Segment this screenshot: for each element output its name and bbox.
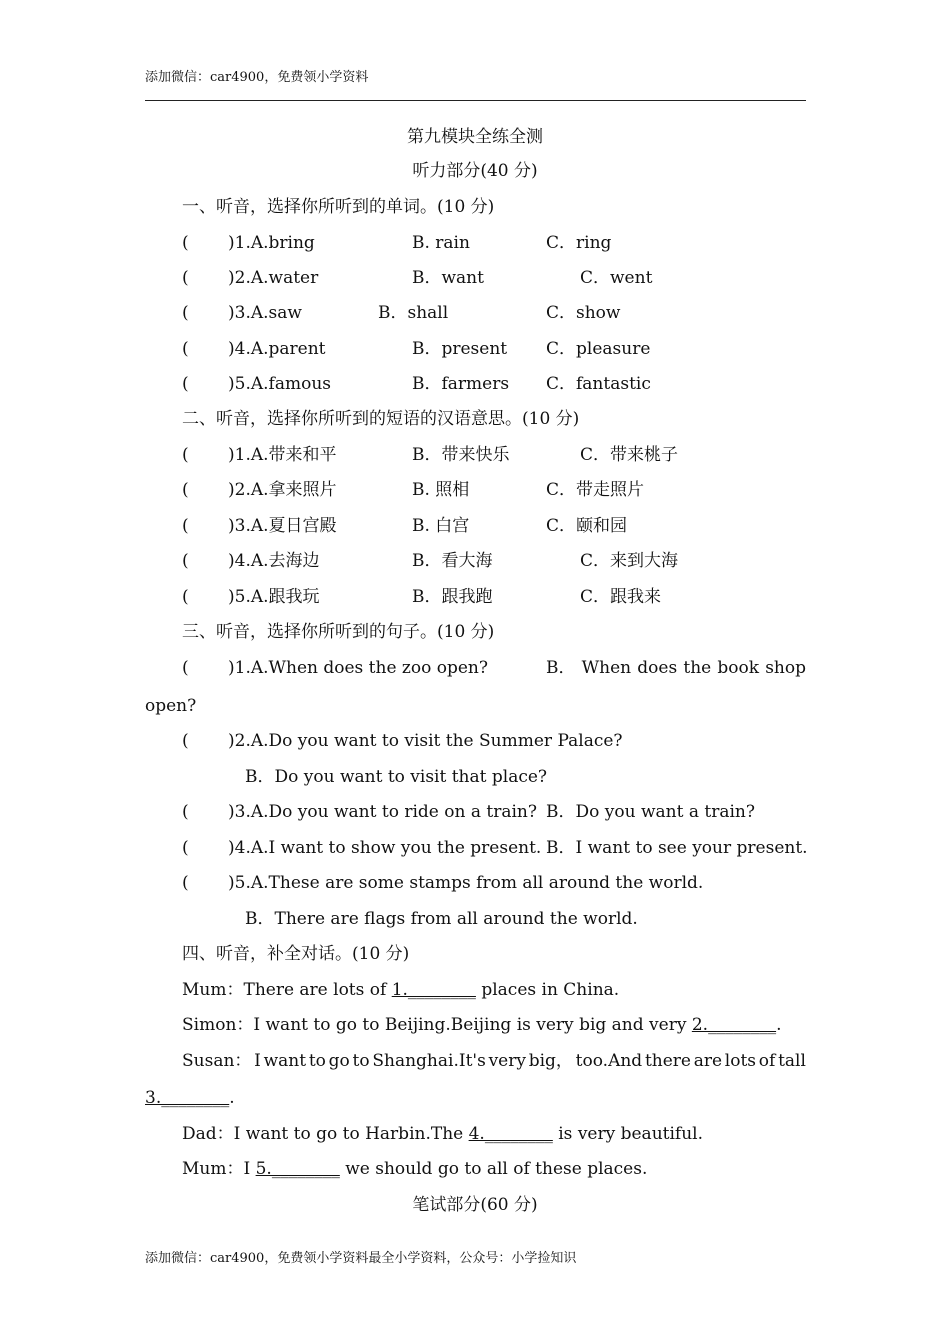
- answer-paren[interactable]: (: [182, 339, 189, 359]
- option-c: C．带走照片: [546, 480, 645, 500]
- question-row: [182, 373, 331, 395]
- option-b: B．present: [412, 339, 508, 359]
- page-header: 添加微信：car4900，免费领小学资料: [145, 70, 369, 85]
- word: When: [581, 658, 632, 678]
- word: Susan：: [182, 1051, 252, 1071]
- word: shop: [765, 658, 806, 678]
- word: to: [308, 1051, 326, 1071]
- dialogue-text: Dad：I want to go to Harbin.The: [182, 1124, 469, 1144]
- option-c: C．went: [580, 268, 653, 288]
- dialogue-text: .: [776, 1015, 782, 1035]
- option-b: B．Do you want to visit that place?: [245, 767, 548, 787]
- answer-paren[interactable]: (: [182, 445, 189, 465]
- dialogue-text: places in China.: [475, 980, 620, 1000]
- option-c: C．颐和园: [546, 516, 628, 536]
- answer-paren[interactable]: (: [182, 551, 189, 571]
- option-c: C．ring: [546, 233, 612, 253]
- option-a: )3.A.saw: [228, 303, 302, 323]
- option-a: )4.A.去海边: [228, 551, 320, 571]
- option-a: )2.A.Do you want to visit the Summer Palace?: [228, 731, 623, 751]
- answer-paren[interactable]: (: [182, 233, 189, 253]
- word: I: [254, 1051, 261, 1071]
- word: there: [644, 1051, 691, 1071]
- word: want: [263, 1051, 307, 1071]
- blank-1[interactable]: 1.________: [391, 980, 476, 1000]
- word: does: [637, 658, 678, 678]
- blank-4[interactable]: 4.________: [468, 1124, 553, 1144]
- page-title: 第九模块全练全测: [407, 127, 543, 147]
- question-row: [182, 515, 337, 537]
- word: very: [488, 1051, 526, 1071]
- dialogue-text: Mum：I: [182, 1159, 256, 1179]
- dialogue-text: we should go to all of these places.: [339, 1159, 648, 1179]
- option-a: )1.A.When does the zoo open?: [228, 658, 488, 678]
- word: of: [758, 1051, 776, 1071]
- option-b: B．带来快乐: [412, 445, 510, 465]
- question-row: [182, 657, 488, 679]
- section3-heading: 三、听音，选择你所听到的句子。(10 分): [182, 622, 495, 642]
- word: go: [328, 1051, 350, 1071]
- question-row: [182, 550, 320, 572]
- option-a: )3.A.夏日宫殿: [228, 516, 337, 536]
- option-b-continuation: open?: [145, 696, 197, 716]
- option-b: B．farmers: [412, 374, 510, 394]
- word: book: [717, 658, 760, 678]
- answer-paren[interactable]: (: [182, 873, 189, 893]
- dialogue-text: is very beautiful.: [552, 1124, 703, 1144]
- dialogue-line: [182, 1123, 703, 1145]
- option-b: B. rain: [412, 233, 470, 253]
- option-b: B．Do you want a train?: [546, 802, 755, 822]
- question-row: [182, 302, 302, 324]
- answer-paren[interactable]: (: [182, 658, 189, 678]
- option-a: )3.A.Do you want to ride on a train?: [228, 802, 537, 822]
- question-row: [182, 444, 337, 466]
- dialogue-text: .: [229, 1088, 235, 1108]
- question-row: [182, 730, 623, 752]
- option-a: )4.A.parent: [228, 339, 326, 359]
- dialogue-line: [182, 979, 619, 1001]
- option-c: C．fantastic: [546, 374, 651, 394]
- blank-5[interactable]: 5.________: [255, 1159, 340, 1179]
- writing-heading: 笔试部分(60 分): [412, 1195, 538, 1215]
- answer-paren[interactable]: (: [182, 516, 189, 536]
- dialogue-line: [182, 1158, 647, 1180]
- option-b: B．看大海: [412, 551, 493, 571]
- section4-heading: 四、听音，补全对话。(10 分): [182, 944, 410, 964]
- word: are: [693, 1051, 723, 1071]
- option-a: )1.A.bring: [228, 233, 315, 253]
- option-b: [546, 657, 806, 679]
- question-row: [182, 872, 703, 894]
- word: lots: [724, 1051, 757, 1071]
- option-a: )4.A.I want to show you the present.: [228, 838, 542, 858]
- option-b: B. 白宫: [412, 516, 470, 536]
- blank-3[interactable]: 3.________: [145, 1088, 230, 1108]
- word: B．: [546, 658, 576, 678]
- page-footer: 添加微信：car4900，免费领小学资料最全小学资料，公众号：小学捡知识: [145, 1251, 577, 1266]
- option-b: B．There are flags from all around the world.: [245, 909, 638, 929]
- word: big，: [528, 1051, 573, 1071]
- option-b: B．跟我跑: [412, 587, 493, 607]
- answer-paren[interactable]: (: [182, 480, 189, 500]
- question-row: [182, 338, 326, 360]
- answer-paren[interactable]: (: [182, 802, 189, 822]
- question-row: [182, 267, 318, 289]
- answer-paren[interactable]: (: [182, 374, 189, 394]
- option-c: C．来到大海: [580, 551, 679, 571]
- section2-heading: 二、听音，选择你所听到的短语的汉语意思。(10 分): [182, 409, 580, 429]
- option-b: B．shall: [378, 303, 449, 323]
- option-a: )5.A.famous: [228, 374, 331, 394]
- dialogue-text: Simon：I want to go to Beijing.Beijing is very big and very: [182, 1015, 692, 1035]
- option-b: B. 照相: [412, 480, 470, 500]
- option-b: B．want: [412, 268, 484, 288]
- question-row: [182, 232, 315, 254]
- answer-paren[interactable]: (: [182, 268, 189, 288]
- word: Shanghai.It's: [372, 1051, 486, 1071]
- dialogue-line: [182, 1050, 806, 1072]
- dialogue-line: [182, 1014, 781, 1036]
- answer-paren[interactable]: (: [182, 731, 189, 751]
- question-row: [182, 801, 537, 823]
- word: to: [352, 1051, 370, 1071]
- question-row: [182, 837, 541, 859]
- word: tall: [778, 1051, 806, 1071]
- option-c: C．跟我来: [580, 587, 662, 607]
- option-a: )5.A.These are some stamps from all around the world.: [228, 873, 704, 893]
- answer-paren[interactable]: (: [182, 838, 189, 858]
- option-b: B．I want to see your present.: [546, 838, 808, 858]
- option-c: C．带来桃子: [580, 445, 679, 465]
- word: the: [683, 658, 712, 678]
- listening-heading: 听力部分(40 分): [412, 161, 538, 181]
- dialogue-text: Mum：There are lots of: [182, 980, 392, 1000]
- option-a: )2.A.拿来照片: [228, 480, 337, 500]
- question-row: [182, 586, 320, 608]
- header-rule: [145, 100, 806, 101]
- dialogue-line: [145, 1087, 235, 1109]
- answer-paren[interactable]: (: [182, 303, 189, 323]
- answer-paren[interactable]: (: [182, 587, 189, 607]
- word: too.And: [575, 1051, 643, 1071]
- option-c: C．show: [546, 303, 621, 323]
- blank-2[interactable]: 2.________: [691, 1015, 777, 1035]
- option-a: )5.A.跟我玩: [228, 587, 320, 607]
- option-a: )2.A.water: [228, 268, 319, 288]
- question-row: [182, 479, 337, 501]
- option-a: )1.A.带来和平: [228, 445, 337, 465]
- option-c: C．pleasure: [546, 339, 651, 359]
- section1-heading: 一、听音，选择你所听到的单词。(10 分): [182, 197, 495, 217]
